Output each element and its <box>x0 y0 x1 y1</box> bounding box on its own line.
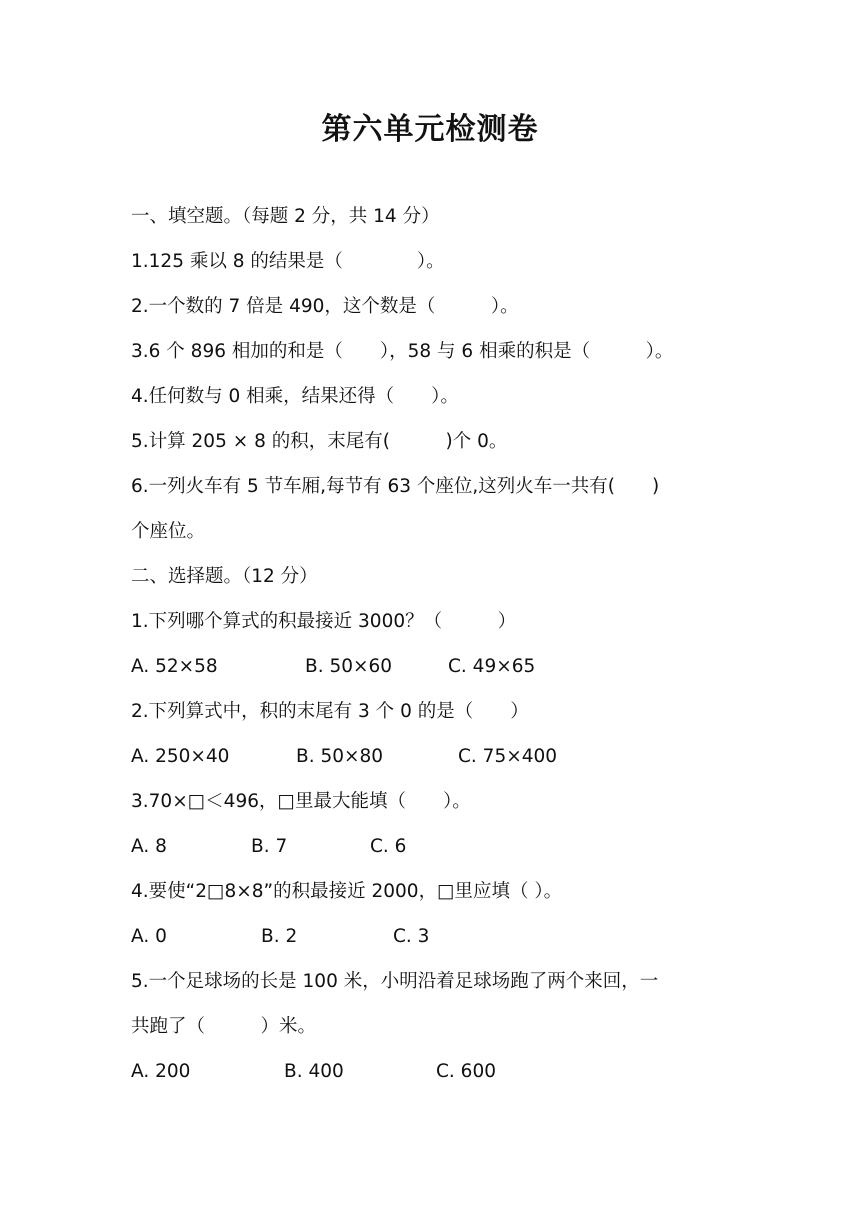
option-c: C. 6 <box>370 836 407 857</box>
fill-question-3: 3.6 个 896 相加的和是（ ），58 与 6 相乘的积是（ ）。 <box>131 341 674 362</box>
option-a: A. 8 <box>131 836 167 857</box>
option-b: B. 7 <box>251 836 288 857</box>
choice-question-4-options <box>131 925 741 949</box>
option-b: B. 50×80 <box>296 746 384 767</box>
option-c: C. 75×400 <box>458 746 558 767</box>
choice-question-4: 4.要使“2□8×8”的积最接近 2000，□里应填（ ）。 <box>131 881 563 902</box>
choice-question-5-options <box>131 1060 741 1084</box>
fill-question-5: 5.计算 205 × 8 的积，末尾有( )个 0。 <box>131 431 508 452</box>
choice-question-2: 2.下列算式中，积的末尾有 3 个 0 的是（ ） <box>131 701 529 722</box>
option-b: B. 2 <box>261 926 298 947</box>
choice-question-1: 1.下列哪个算式的积最接近 3000？（ ） <box>131 611 517 632</box>
option-a: A. 52×58 <box>131 656 218 677</box>
fill-question-6-line2: 个座位。 <box>131 521 206 542</box>
choice-question-5-line2: 共跑了（ ）米。 <box>131 1016 317 1037</box>
option-b: B. 400 <box>284 1061 344 1082</box>
fill-question-2: 2.一个数的 7 倍是 490，这个数是（ ）。 <box>131 296 519 317</box>
choice-question-5-line1: 5.一个足球场的长是 100 米，小明沿着足球场跑了两个来回，一 <box>131 971 659 992</box>
choice-question-1-options <box>131 655 741 679</box>
option-a: A. 0 <box>131 926 167 947</box>
option-c: C. 600 <box>436 1061 496 1082</box>
option-c: C. 49×65 <box>448 656 536 677</box>
fill-question-1: 1.125 乘以 8 的结果是（ ）。 <box>131 251 445 272</box>
option-a: A. 250×40 <box>131 746 230 767</box>
section2-heading: 二、选择题。（12 分） <box>131 566 318 587</box>
section1-heading: 一、填空题。（每题 2 分，共 14 分） <box>131 206 440 227</box>
option-c: C. 3 <box>393 926 430 947</box>
choice-question-2-options <box>131 745 741 769</box>
option-b: B. 50×60 <box>305 656 393 677</box>
option-a: A. 200 <box>131 1061 191 1082</box>
choice-question-3: 3.70×□＜496，□里最大能填（ ）。 <box>131 791 471 812</box>
choice-question-3-options <box>131 835 741 859</box>
page-title: 第六单元检测卷 <box>321 112 539 147</box>
fill-question-6-line1: 6.一列火车有 5 节车厢,每节有 63 个座位,这列火车一共有( ) <box>131 476 660 497</box>
fill-question-4: 4.任何数与 0 相乘，结果还得（ ）。 <box>131 386 459 407</box>
